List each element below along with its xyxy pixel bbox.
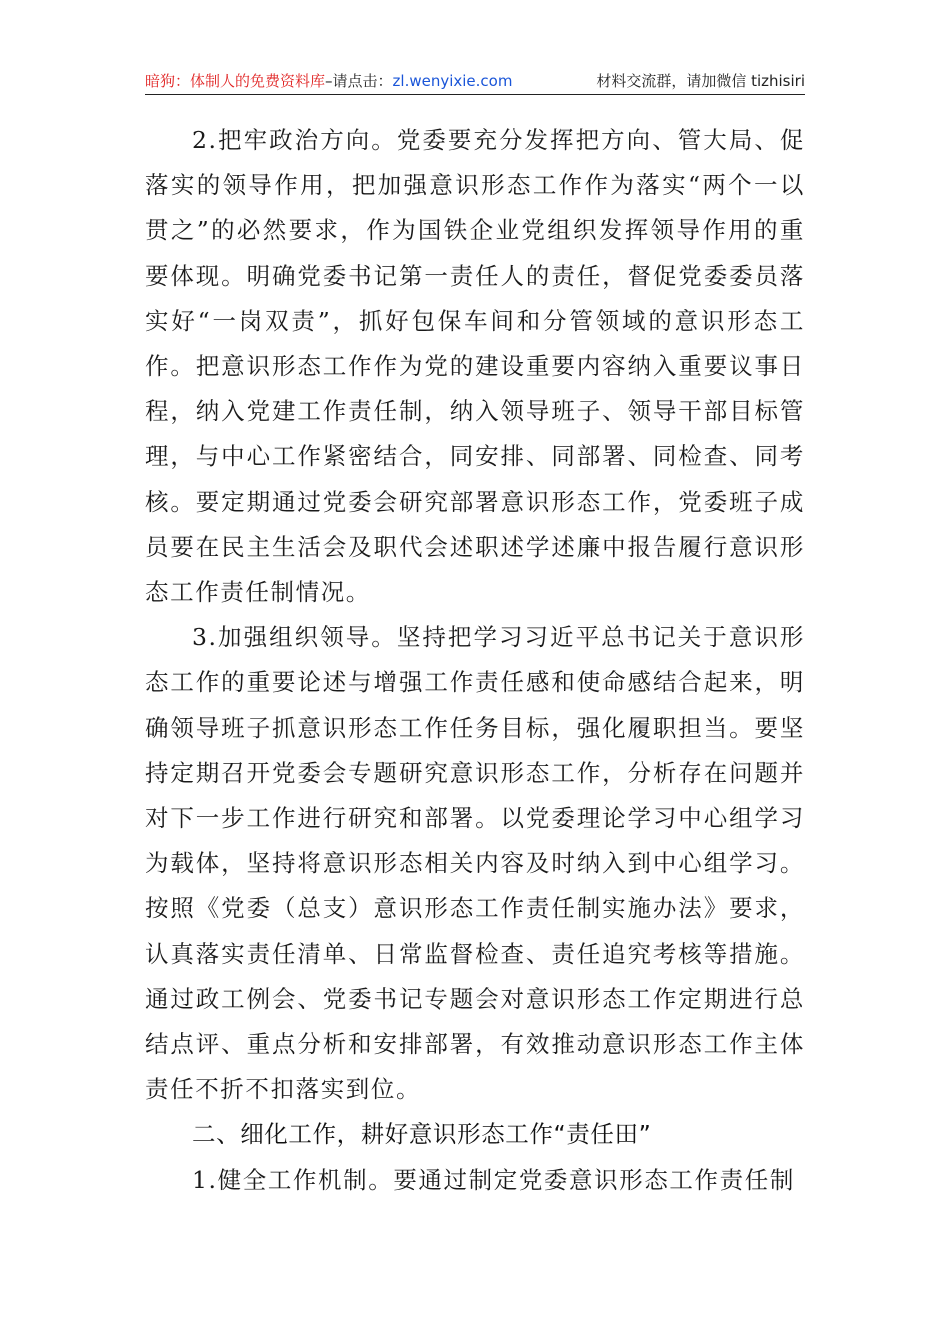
paragraph-organizational-leadership: 3.加强组织领导。坚持把学习习近平总书记关于意识形态工作的重要论述与增强工作责任感和使命感结合起来，明确领导班子抓意识形态工作任务目标，强化履职担当。要坚持定期召开党委会专题研究意识形态工作，分析存在问题并对下一步工作进行研究和部署。以党委理论学习中心组学习为载体，坚持将意识形态相关内容及时纳入到中心组学习。按照《党委（总支）意识形态工作责任制实施办法》要求，认真落实责任清单、日常监督检查、责任追究考核等措施。通过政工例会、党委书记专题会对意识形态工作定期进行总结点评、重点分析和安排部署，有效推动意识形态工作主体责任不折不扣落实到位。 <box>145 623 805 1104</box>
paragraph-political-direction: 2.把牢政治方向。党委要充分发挥把方向、管大局、促落实的领导作用，把加强意识形态工作作为落实“两个一以贯之”的必然要求，作为国铁企业党组织发挥领导作用的重要体现。明确党委书记第一责任人的责任，督促党委委员落实好“一岗双责”，抓好包保车间和分管领域的意识形态工作。把意识形态工作作为党的建设重要内容纳入重要议事日程，纳入党建工作责任制，纳入领导班子、领导干部目标管理，与中心工作紧密结合，同安排、同部署、同检查、同考核。要定期通过党委会研究部署意识形态工作，党委班子成员要在民主生活会及职代会述职述学述廉中报告履行意识形态工作责任制情况。 <box>145 126 805 607</box>
page-header <box>145 68 805 95</box>
header-contact: 材料交流群，请加微信 tizhisiri <box>596 72 805 90</box>
header-url-link[interactable]: zl.wenyixie.com <box>392 72 513 90</box>
document-body <box>145 118 805 1203</box>
header-left <box>145 68 512 94</box>
section-heading: 二、细化工作，耕好意识形态工作“责任田” <box>192 1120 652 1149</box>
header-click-prompt: –请点击： <box>325 72 393 90</box>
paragraph-work-mechanism: 1.健全工作机制。要通过制定党委意识形态工作责任制 <box>192 1165 795 1194</box>
header-brand: 暗狗：体制人的免费资料库 <box>145 72 326 90</box>
